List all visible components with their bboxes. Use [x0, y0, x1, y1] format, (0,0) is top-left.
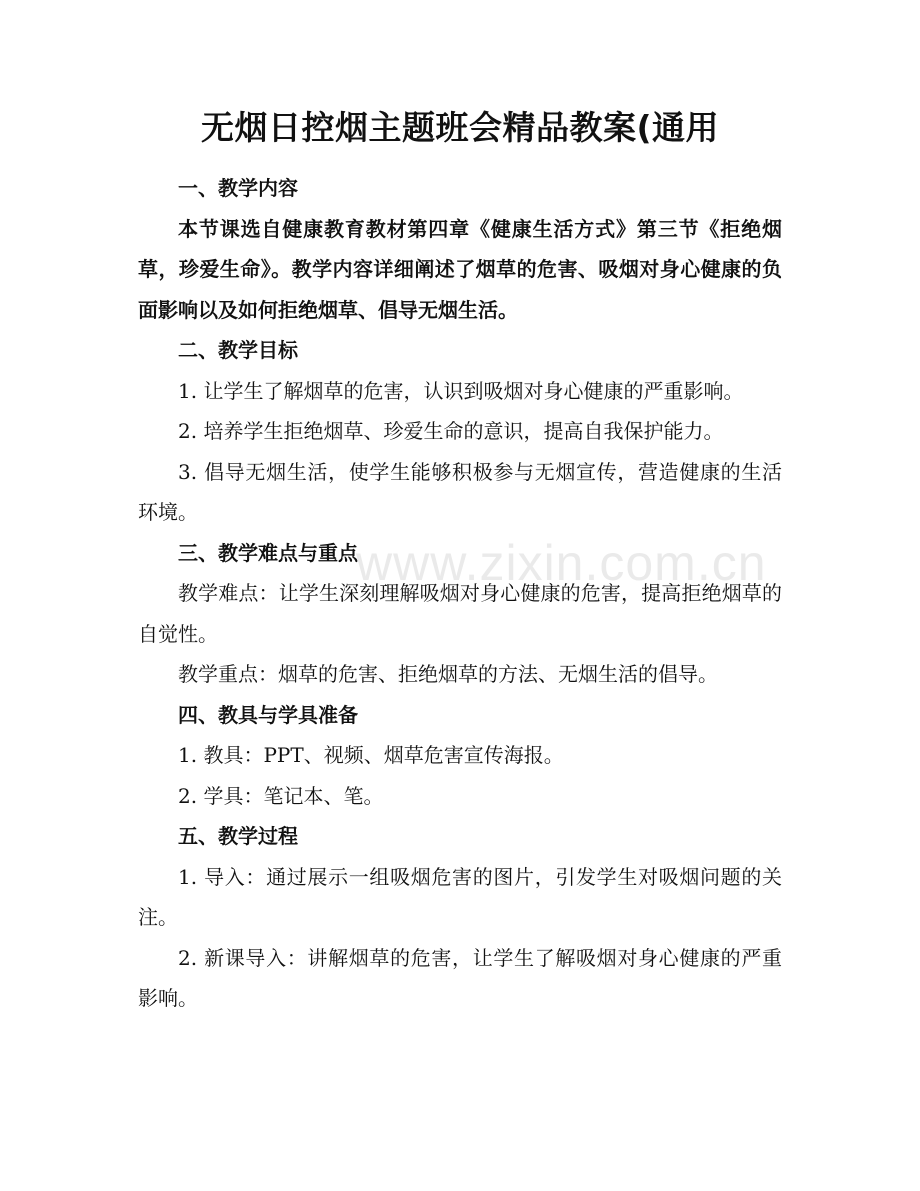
- paragraph-process-2: 2. 新课导入：讲解烟草的危害，让学生了解吸烟对身心健康的严重影响。: [138, 945, 782, 1010]
- paragraph-key-point: 教学重点：烟草的危害、拒绝烟草的方法、无烟生活的倡导。: [178, 662, 718, 686]
- paragraph-goal-2: 2. 培养学生拒绝烟草、珍爱生命的意识，提高自我保护能力。: [178, 419, 724, 443]
- paragraph-process-1: 1. 导入：通过展示一组吸烟危害的图片，引发学生对吸烟问题的关注。: [138, 864, 782, 929]
- section-heading: 三、教学难点与重点: [178, 540, 358, 565]
- paragraph-teaching-tools: 1. 教具：PPT、视频、烟草危害宣传海报。: [178, 743, 564, 767]
- paragraph-goal-3: 3. 倡导无烟生活，使学生能够积极参与无烟宣传，营造健康的生活环境。: [138, 459, 782, 524]
- watermark: www.zixin.com.cn: [356, 535, 767, 591]
- section-heading: 二、教学目标: [178, 338, 298, 362]
- paragraph-difficulty: 教学难点：让学生深刻理解吸烟对身心健康的危害，提高拒绝烟草的自觉性。: [138, 581, 782, 646]
- section-heading: 五、教学过程: [178, 824, 298, 848]
- document-body: [138, 168, 782, 1019]
- paragraph-student-tools: 2. 学具：笔记本、笔。: [178, 783, 384, 808]
- document-title: 无烟日控烟主题班会精品教案(通用: [200, 108, 720, 147]
- section-heading: 一、教学内容: [178, 176, 298, 200]
- paragraph-goal-1: 1. 让学生了解烟草的危害，认识到吸烟对身心健康的严重影响。: [178, 378, 744, 403]
- paragraph-intro: 本节课选自健康教育教材第四章《健康生活方式》第三节《拒绝烟草，珍爱生命》。教学内容详细阐述了烟草的危害、吸烟对身心健康的负面影响以及如何拒绝烟草、倡导无烟生活。: [138, 216, 782, 322]
- section-heading: 四、教具与学具准备: [178, 702, 358, 727]
